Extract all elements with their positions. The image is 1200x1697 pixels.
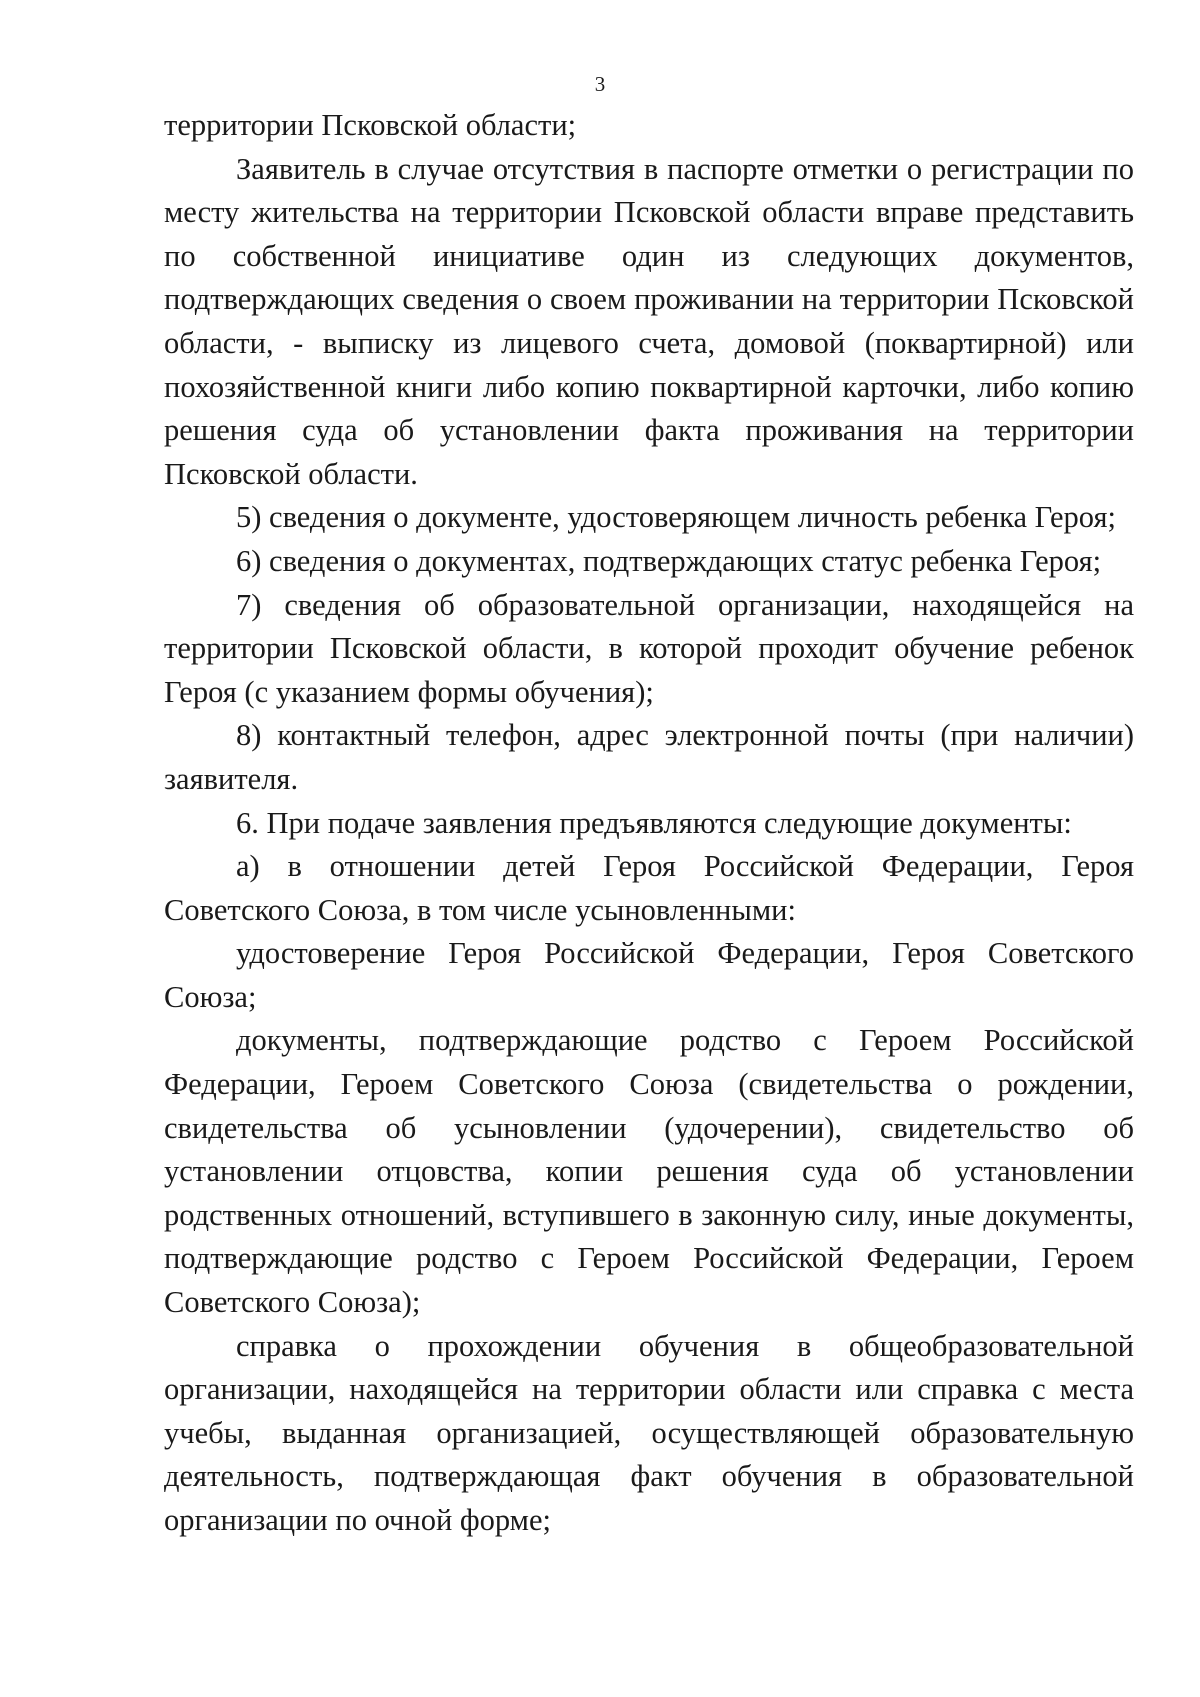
paragraph-item-8: 8) контактный телефон, адрес электронной почты (при наличии) заявителя. [164,718,1134,796]
paragraph-item-5: 5) сведения о документе, удостоверяющем личность ребенка Героя; [236,500,1116,535]
paragraph-item-6: 6) сведения о документах, подтверждающих статус ребенка Героя; [236,543,1102,578]
paragraph-applicant-residence: Заявитель в случае отсутствия в паспорте отметки о регистрации по месту жительства на территории Псковской области вправе представить по собственной инициативе один из следующих документов, подтверждающих сведения о своем проживании на территории Псковской области, - выписку из лицевого счета, домовой (поквартирной) или похозяйственной книги либо копию поквартирной карточки, либо копию решения суда об установлении факта проживания на территории Псковской области. [164,151,1134,491]
paragraph-study-certificate: справка о прохождении обучения в общеобразовательной организации, находящейся на территории области или справка с места учебы, выданная организацией, осуществляющей образовательную деятельность, подтверждающая факт обучения в образовательной организации по очной форме; [164,1328,1134,1537]
paragraph-section-6: 6. При подаче заявления предъявляются следующие документы: [236,805,1072,840]
paragraph-item-7: 7) сведения об образовательной организации, находящейся на территории Псковской области, в которой проходит обучение ребенок Героя (с указанием формы обучения); [164,587,1134,709]
paragraph-kinship-documents: документы, подтверждающие родство с Героем Российской Федерации, Героем Советского Союза (свидетельства о рождении, свидетельства об усыновлении (удочерении), свидетельство об установлении отцовства, копии решения суда об установлении родственных отношений, вступившего в законную силу, иные документы, подтверждающие родство с Героем Российской Федерации, Героем Советского Союза); [164,1023,1134,1320]
paragraph-hero-certificate: удостоверение Героя Российской Федерации, Героя Советского Союза; [164,936,1134,1014]
paragraph-territory-continuation: территории Псковской области; [164,108,577,142]
paragraph-subitem-a: а) в отношении детей Героя Российской Федерации, Героя Советского Союза, в том числе усыновленными: [164,849,1134,927]
document-body [164,104,1134,1543]
page-number: 3 [594,72,606,96]
